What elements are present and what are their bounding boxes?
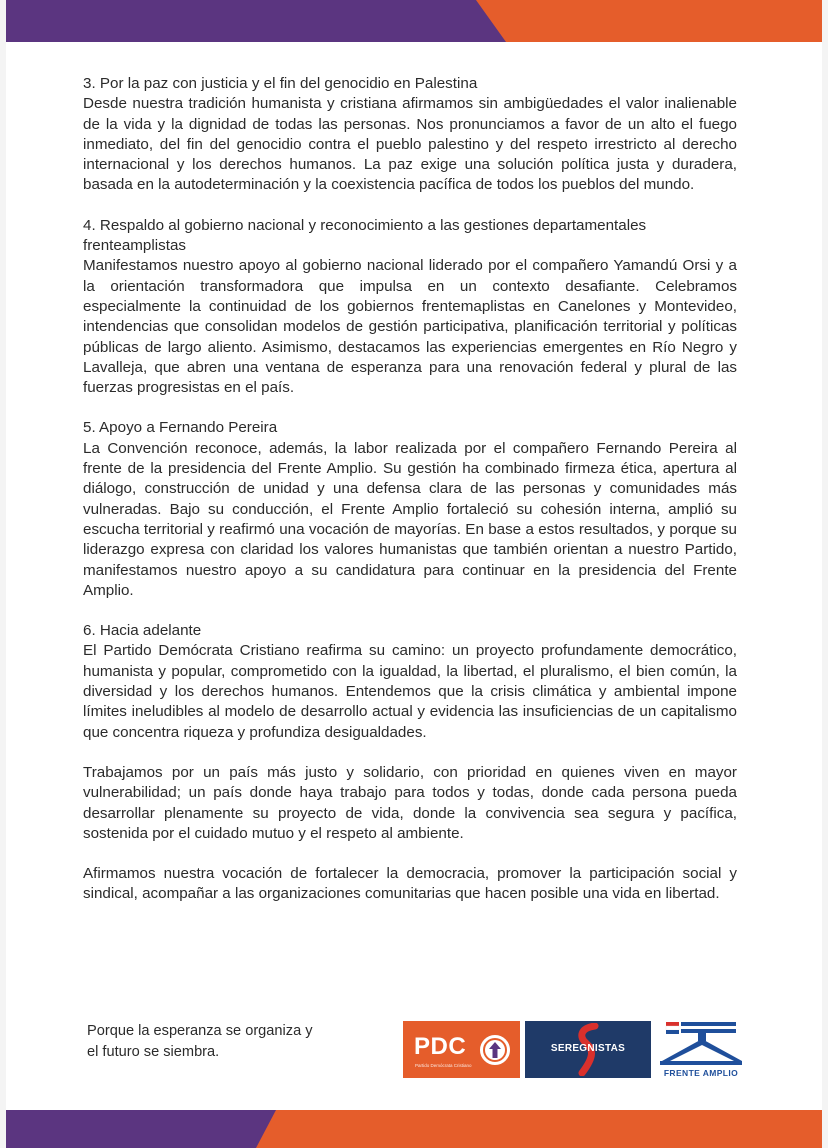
up-arrow-circle-icon bbox=[479, 1034, 511, 1066]
fa-flag-emblem-icon bbox=[656, 1021, 746, 1067]
section-body: La Convención reconoce, además, la labor realizada por el compañero Fernando Pereira al frente de la presidencia del Frente Amplio. Su gestión ha combinado firmeza ética, apertura al diálogo, construcción de unidad y una defensa clara de las personas y comunidades más vulneradas. Bajo su conducción, el Frente Amplio fortaleció su cohesión interna, amplió su escucha territorial y reafirmó una vocación de mayorías. En base a estos resultados, y porque su liderazgo expresa con claridad los valores humanistas que también orientan a nuestro Partido, manifestamos nuestro apoyo a su candidatura para continuar en la presidencia del Frente Amplio. bbox=[83, 439, 737, 599]
pdc-logo-label: PDC bbox=[414, 1033, 467, 1060]
section-hacia-adelante bbox=[83, 621, 737, 743]
section-palestina bbox=[83, 74, 737, 196]
pdc-logo bbox=[403, 1021, 520, 1078]
closing-line: Porque la esperanza se organiza y bbox=[87, 1023, 313, 1039]
frente-amplio-logo-label: FRENTE AMPLIO bbox=[663, 1068, 739, 1078]
section-body: El Partido Demócrata Cristiano reafirma su camino: un proyecto profundamente democrático, humanista y popular, comprometido con la igualdad, la libertad, el pluralismo, el bien común, la diversidad y los derechos humanos. Entendemos que la crisis climática y ambiental impone límites ineludibles al modelo de desarrollo actual y evidencia las insuficiencias de un capitalismo que concentra riqueza y profundiza desigualdades. bbox=[83, 642, 737, 741]
section-heading: 5. Apoyo a Fernando Pereira bbox=[83, 419, 278, 437]
document-page bbox=[6, 0, 822, 1148]
section-body: Manifestamos nuestro apoyo al gobierno nacional liderado por el compañero Yamandú Orsi y a la orientación transformadora que impulsa en un contexto desafiante. Celebramos especialmente la continuidad de los gobiernos frentemaplistas en Canelones y Montevideo, intendencias que consolidan modelos de gestión participativa, planificación territorial y políticas públicas de largo aliento. Asimismo, destacamos las experiencias emergentes en Río Negro y Lavalleja, que abren una ventana de esperanza para una renovación federal y plural de las fuerzas progresistas en el país. bbox=[83, 257, 737, 397]
section-heading: 6. Hacia adelante bbox=[83, 622, 202, 640]
section-gobierno-nacional bbox=[83, 216, 737, 399]
seregnistas-logo-label: SEREGNISTAS bbox=[550, 1043, 626, 1054]
paragraph-trabajamos: Trabajamos por un país más justo y solidario, con prioridad en quienes viven en mayor vulnerabilidad; un país donde haya trabajo para todos y todas, donde cada persona pueda desarrollar plenamente su proyecto de vida, donde la convivencia sea segura y pacífica, sostenida por el cuidado mutuo y el respeto al ambiente. bbox=[83, 763, 737, 842]
bottom-color-band bbox=[6, 1110, 822, 1148]
section-body: Desde nuestra tradición humanista y cristiana afirmamos sin ambigüedades el valor inalienable de la vida y la dignidad de todas las personas. Nos pronunciamos a favor de un alto el fuego inmediato, del fin del genocidio contra el pueblo palestino y del respeto irrestricto al derecho internacional y los derechos humanos. La paz exige una solución política justa y duradera, basada en la autodeterminación y la coexistencia pacífica de todos los pueblos del mundo. bbox=[83, 95, 737, 194]
paragraph-afirmamos: Afirmamos nuestra vocación de fortalecer la democracia, promover la participación social y sindical, acompañar a las organizaciones comunitarias que hacen posible una vida en libertad. bbox=[83, 865, 737, 903]
frente-amplio-logo bbox=[656, 1021, 746, 1078]
section-heading: 4. Respaldo al gobierno nacional y reconocimiento a las gestiones departamentales frenteamplistas bbox=[83, 216, 647, 255]
document-body bbox=[83, 74, 737, 925]
pdc-logo-subtitle: Partido Demócrata Cristiano bbox=[415, 1063, 472, 1068]
seregnistas-logo bbox=[525, 1021, 651, 1078]
closing-line: el futuro se siembra. bbox=[87, 1043, 220, 1060]
section-fernando-pereira bbox=[83, 418, 737, 601]
section-heading: 3. Por la paz con justicia y el fin del genocidio en Palestina bbox=[83, 75, 478, 92]
top-color-band bbox=[6, 0, 822, 42]
closing-quote bbox=[87, 1021, 367, 1062]
